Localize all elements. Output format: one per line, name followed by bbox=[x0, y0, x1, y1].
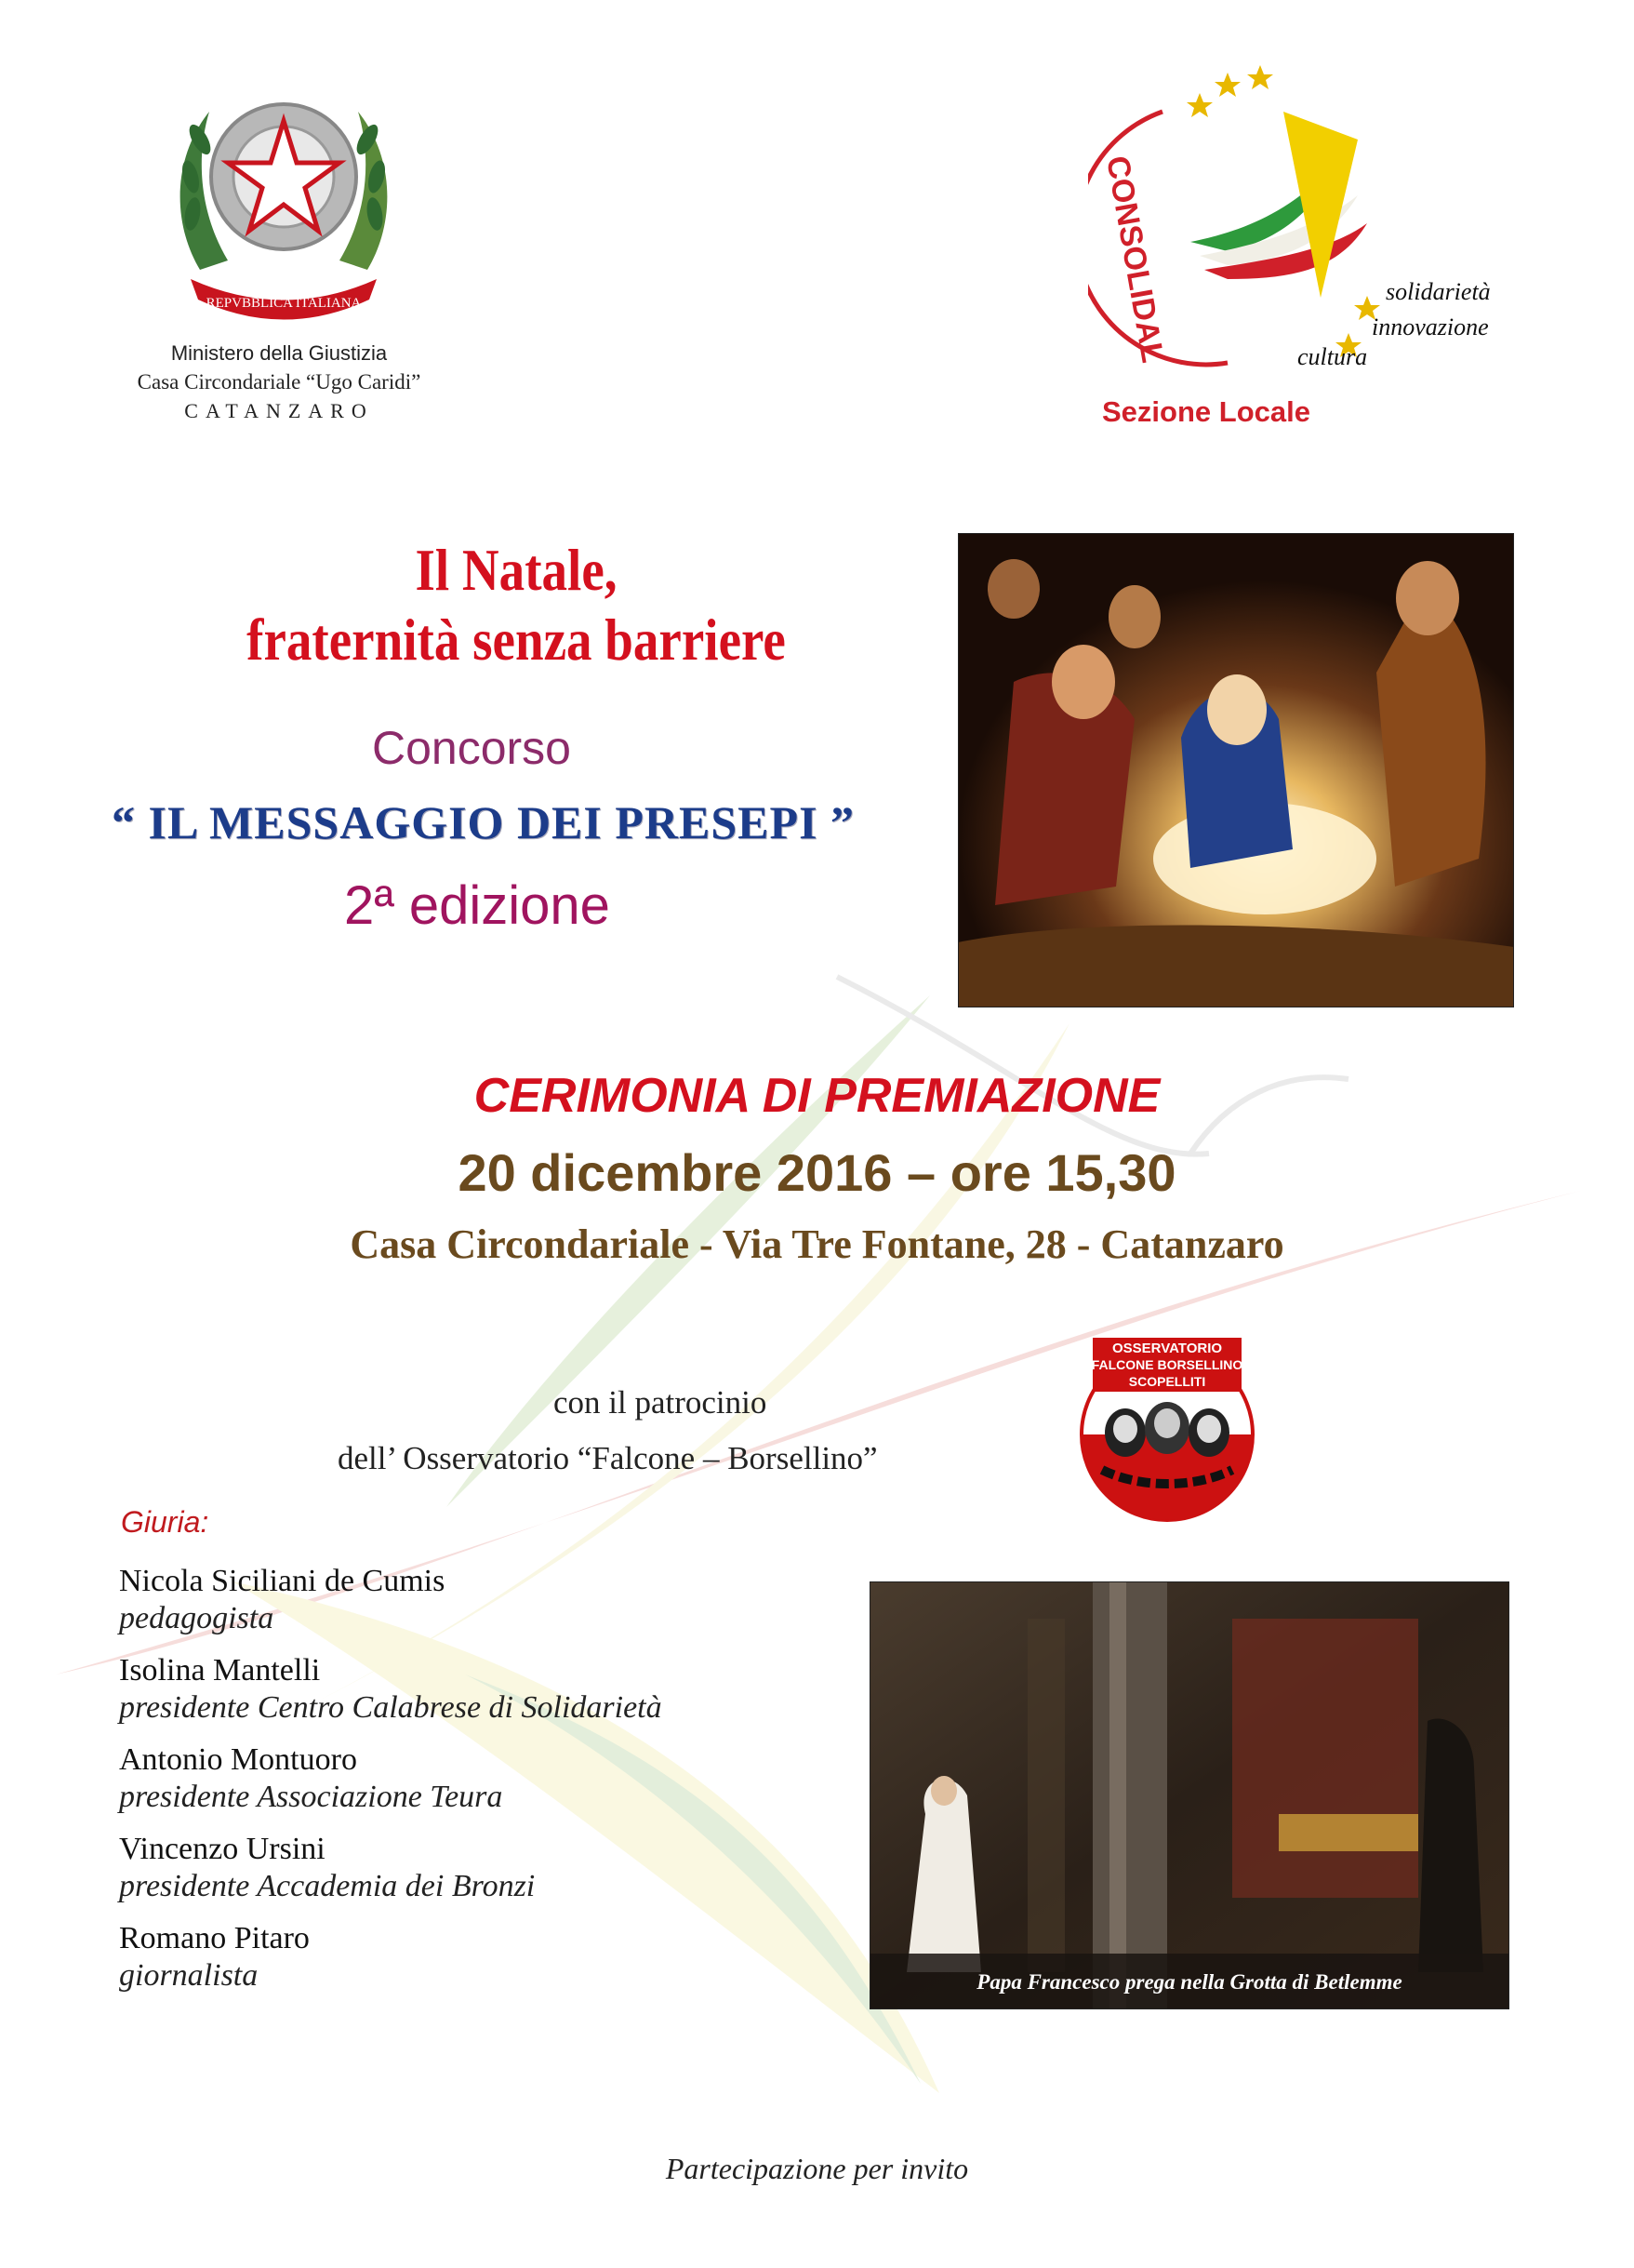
osservatorio-logo bbox=[1074, 1330, 1260, 1526]
tagline-innovazione: innovazione bbox=[1372, 314, 1489, 340]
jury-member bbox=[119, 1652, 662, 1727]
jury-member bbox=[119, 1920, 662, 1995]
consolidal-text: CONSOLIDAL bbox=[1099, 153, 1171, 366]
grotto-photo bbox=[870, 1581, 1509, 2009]
jury-member-role: presidente Centro Calabrese di Solidarietà bbox=[119, 1690, 662, 1725]
jury-member-role: giornalista bbox=[119, 1958, 259, 1993]
ceremony-heading: CERIMONIA DI PREMIAZIONE bbox=[473, 1069, 1161, 1123]
nativity-painting bbox=[958, 533, 1514, 1007]
event-date: 20 dicembre 2016 – ore 15,30 bbox=[458, 1143, 1176, 1202]
jury-member-name: Isolina Mantelli bbox=[119, 1653, 321, 1688]
jury-member bbox=[119, 1831, 662, 1905]
contest-name: “ IL MESSAGGIO DEI PRESEPI ” bbox=[112, 796, 856, 848]
jury-list bbox=[119, 1563, 662, 2009]
jury-member bbox=[119, 1741, 662, 1816]
osservatorio-logo-line-3: SCOPELLITI bbox=[1128, 1374, 1206, 1389]
jury-member-name: Romano Pitaro bbox=[119, 1921, 310, 1955]
consolidal-logo bbox=[1088, 56, 1516, 400]
invitation-note: Partecipazione per invito bbox=[665, 2152, 969, 2185]
title-line-1: Il Natale, bbox=[415, 537, 618, 603]
osservatorio-logo-line-2: FALCONE BORSELLINO bbox=[1091, 1357, 1243, 1372]
jury-member-name: Nicola Siciliani de Cumis bbox=[119, 1564, 445, 1598]
italian-republic-emblem bbox=[163, 56, 405, 335]
jury-member-role: pedagogista bbox=[119, 1601, 274, 1635]
ministry-name: Ministero della Giustizia bbox=[170, 341, 388, 365]
jury-member-role: presidente Accademia dei Bronzi bbox=[119, 1869, 536, 1903]
tagline-cultura: cultura bbox=[1297, 343, 1368, 370]
city-name: CATANZARO bbox=[184, 399, 374, 422]
jury-member-name: Antonio Montuoro bbox=[119, 1742, 357, 1777]
ministry-block bbox=[93, 340, 465, 425]
poster-title bbox=[160, 535, 871, 674]
patronage-line-2: dell’ Osservatorio “Falcone – Borsellino” bbox=[338, 1440, 878, 1476]
section-label: Sezione Locale bbox=[1102, 395, 1310, 428]
jury-member-name: Vincenzo Ursini bbox=[119, 1832, 325, 1866]
institution-name: Casa Circondariale “Ugo Caridi” bbox=[137, 370, 421, 394]
tagline-solidarieta: solidarietà bbox=[1386, 278, 1491, 305]
photo-caption: Papa Francesco prega nella Grotta di Betlemme bbox=[976, 1970, 1402, 1994]
event-place: Casa Circondariale - Via Tre Fontane, 28 - Catanzaro bbox=[350, 1221, 1284, 1267]
patronage-line-1: con il patrocinio bbox=[553, 1384, 767, 1421]
title-line-2: fraternità senza barriere bbox=[246, 607, 786, 673]
contest-label: Concorso bbox=[372, 722, 571, 774]
osservatorio-logo-line-1: OSSERVATORIO bbox=[1111, 1341, 1223, 1356]
jury-member bbox=[119, 1563, 662, 1637]
jury-label: Giuria: bbox=[121, 1505, 209, 1539]
contest-edition: 2ª edizione bbox=[344, 875, 610, 936]
jury-member-role: presidente Associazione Teura bbox=[119, 1780, 503, 1814]
emblem-text: REPVBBLICA ITALIANA bbox=[206, 296, 362, 311]
